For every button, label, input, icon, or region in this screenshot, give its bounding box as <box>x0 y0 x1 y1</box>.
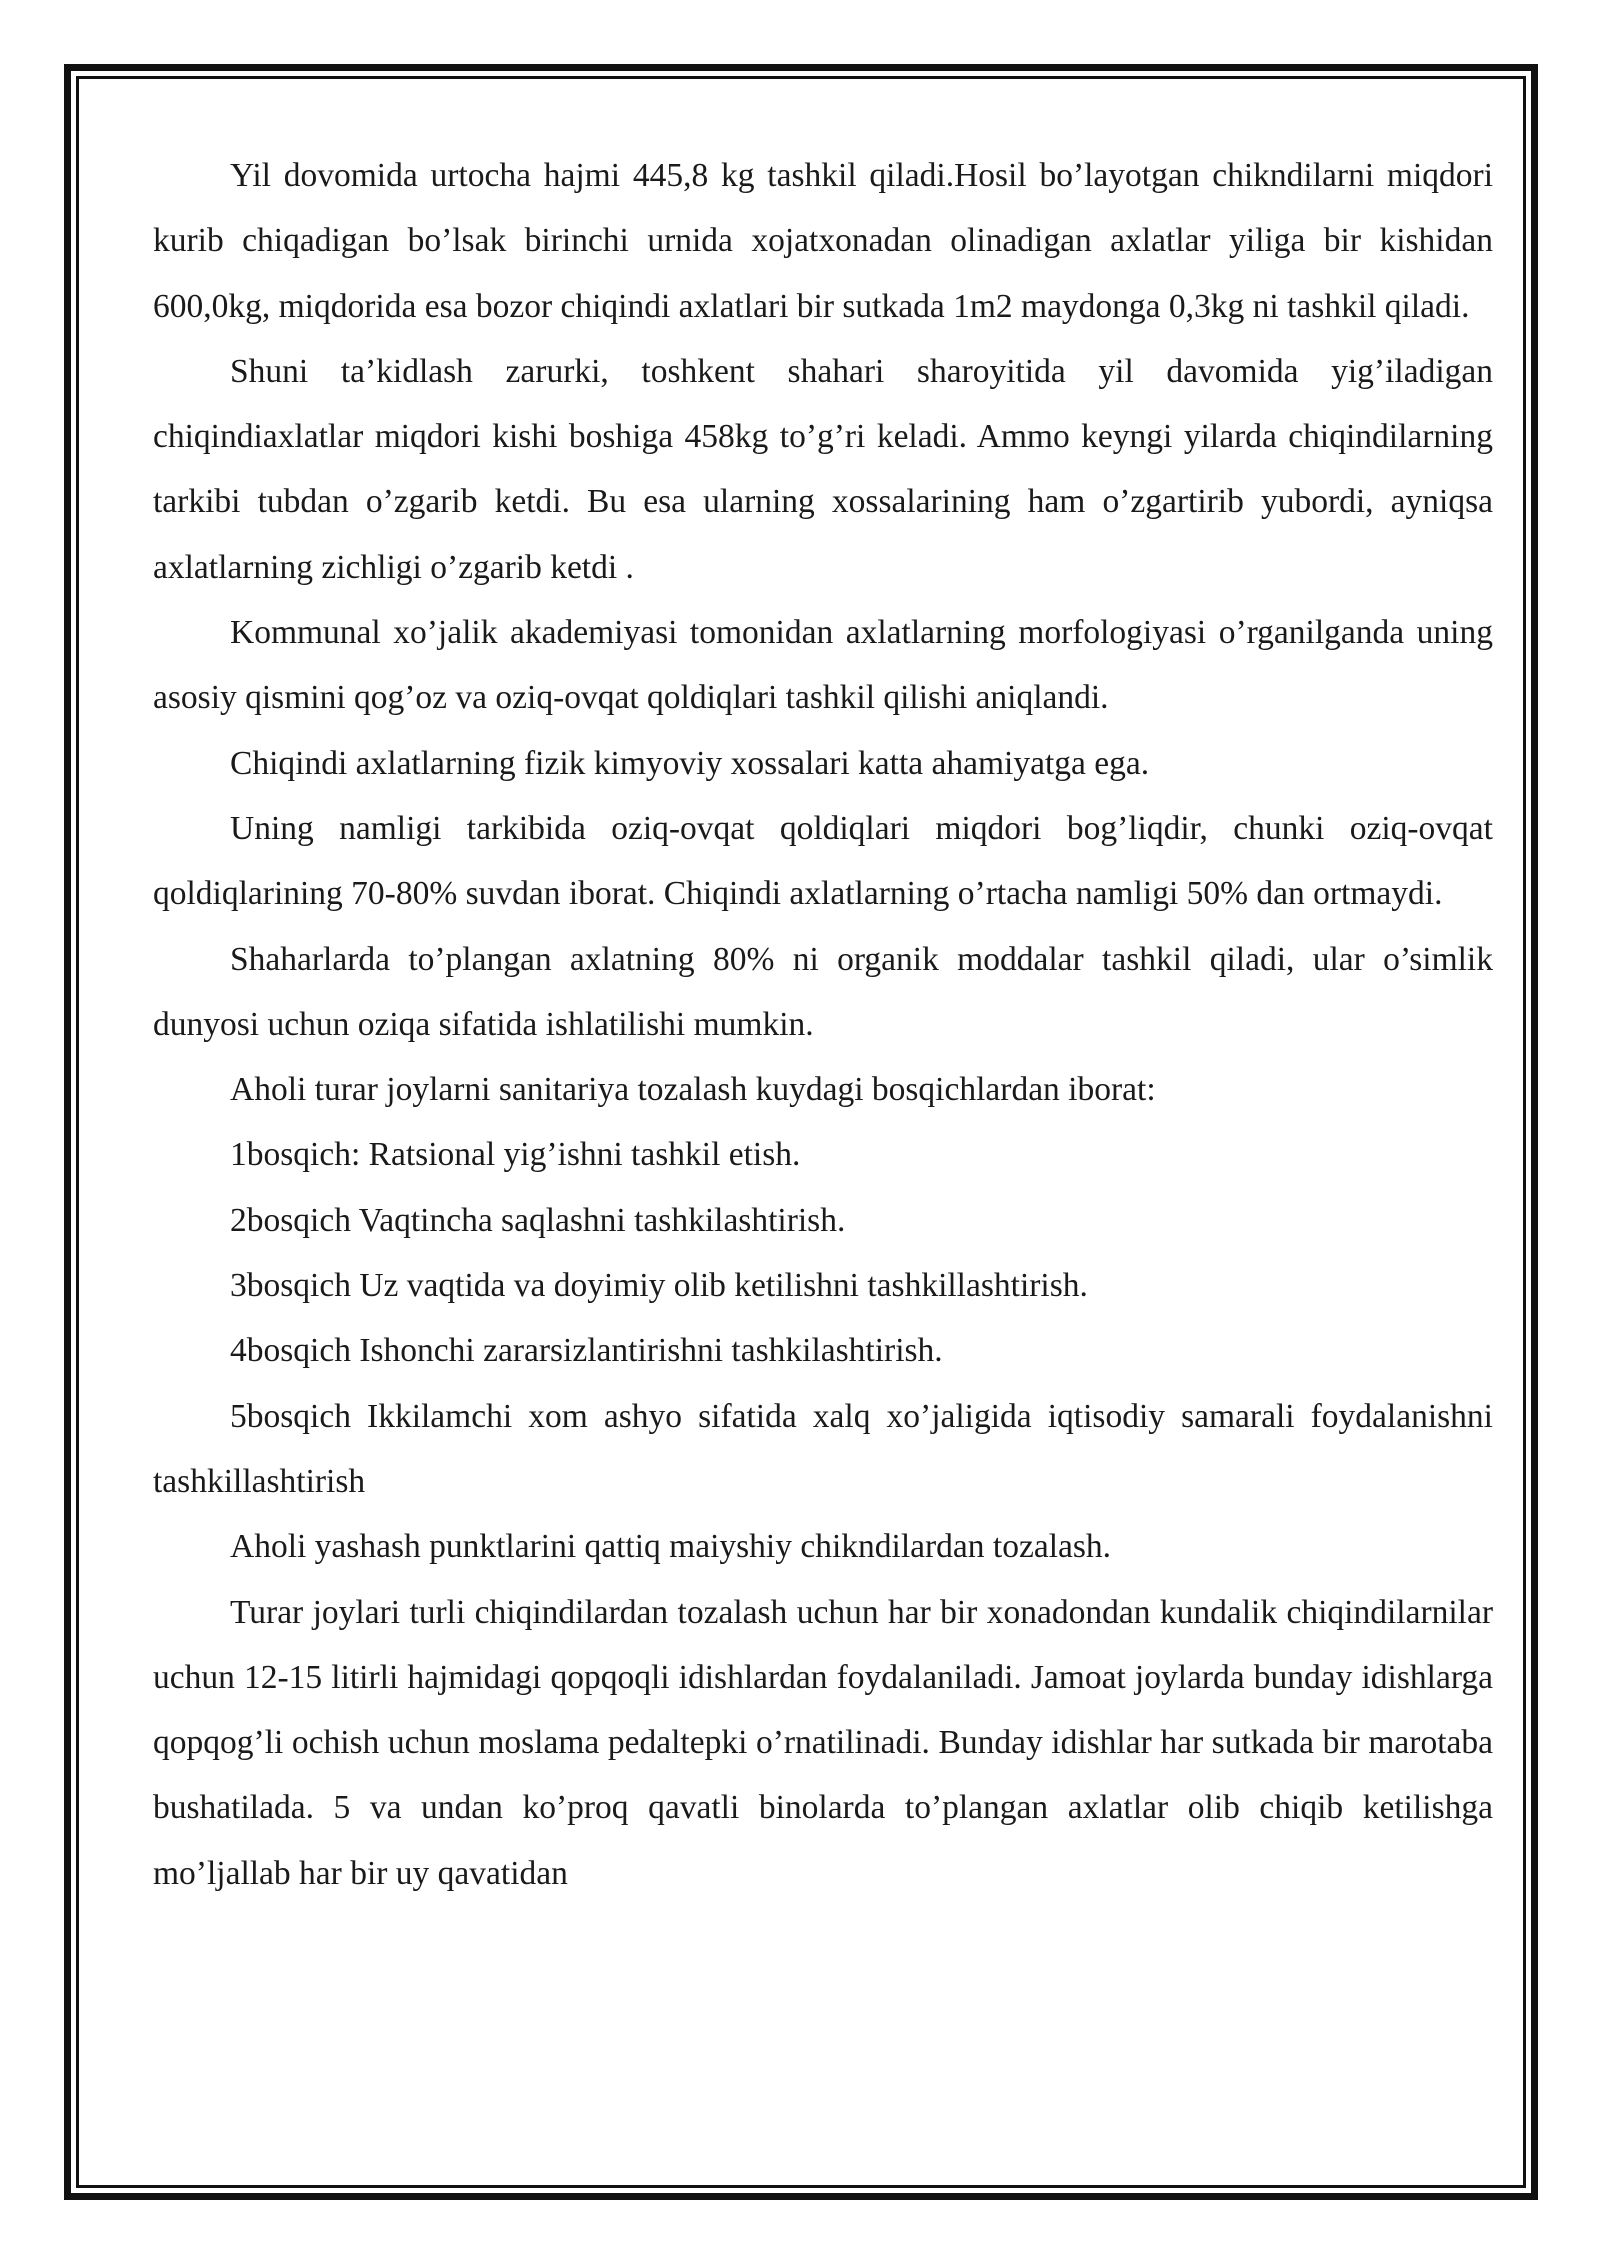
paragraph-stage-2: 2bosqich Vaqtincha saqlashni tashkilashtirish. <box>230 1201 846 1239</box>
paragraph-physical-chemical: Chiqindi axlatlarning fizik kimyoviy xossalari katta ahamiyatga ega. <box>230 744 1150 782</box>
paragraph-stage-1: 1bosqich: Ratsional yig’ishni tashkil etish. <box>230 1136 801 1174</box>
document-body <box>153 143 1493 1906</box>
paragraph-organic-matter: Shaharlarda to’plangan axlatning 80% ni organik moddalar tashkil qiladi, ular o’simlik dunyosi uchun oziqa sifatida ishlatilishi mumkin. <box>153 940 1493 1043</box>
paragraph-morphology: Kommunal xo’jalik akademiyasi tomonidan axlatlarning morfologiyasi o’rganilganda uning asosiy qismini qog’oz va oziq-ovqat qoldiqlari tashkil qilishi aniqlandi. <box>153 614 1493 717</box>
paragraph-moisture: Uning namligi tarkibida oziq-ovqat qoldiqlari miqdori bog’liqdir, chunki oziq-ovqat qoldiqlarining 70-80% suvdan iborat. Chiqindi axlatlarning o’rtacha namligi 50% dan ortmaydi. <box>153 809 1493 913</box>
paragraph-stage-3: 3bosqich Uz vaqtida va doyimiy olib ketilishni tashkillashtirish. <box>230 1267 1088 1305</box>
paragraph-stages-intro: Aholi turar joylarni sanitariya tozalash kuydagi bosqichlardan iborat: <box>230 1071 1156 1109</box>
paragraph-stage-4: 4bosqich Ishonchi zararsizlantirishni tashkilashtirish. <box>230 1332 943 1370</box>
paragraph-containers: Turar joylari turli chiqindilardan tozalash uchun har bir xonadondan kundalik chiqindilarnilar uchun 12-15 litirli hajmidagi qopqoqli idishlardan foydalaniladi. Jamoat joylarda bunday idishlarga qopqog’li ochish uchun moslama pedaltepki o’rnatilinadi. Bunday idishlar har sutkada bir marotaba bushatilada. 5 va undan ko’proq qavatli binolarda to’plangan axlatlar olib chiqib ketilishga mo’ljallab har bir uy qavatidan <box>153 1593 1493 1892</box>
paragraph-tashkent-waste: Shuni ta’kidlash zarurki, toshkent shahari sharoyitida yil davomida yig’iladigan chiqindiaxlatlar miqdori kishi boshiga 458kg to’g’ri keladi. Ammo keyngi yilarda chiqindilarning tarkibi tubdan o’zgarib ketdi. Bu esa ularning xossalarining ham o’zgartirib yubordi, ayniqsa axlatlarning zichligi o’zgarib ketdi . <box>153 352 1493 586</box>
paragraph-cleaning-heading: Aholi yashash punktlarini qattiq maiyshiy chikndilardan tozalash. <box>230 1528 1112 1566</box>
paragraph-stage-5: 5bosqich Ikkilamchi xom ashyo sifatida xalq xo’jaligida iqtisodiy samarali foydalanishni tashkillashtirish <box>153 1397 1493 1500</box>
paragraph-annual-volume: Yil dovomida urtocha hajmi 445,8 kg tashkil qiladi.Hosil bo’layotgan chikndilarni miqdori kurib chiqadigan bo’lsak birinchi urnida xojatxonadan olinadigan axlatlar yiliga bir kishidan 600,0kg, miqdorida esa bozor chiqindi axlatlari bir sutkada 1m2 maydonga 0,3kg ni tashkil qiladi. <box>153 157 1493 325</box>
